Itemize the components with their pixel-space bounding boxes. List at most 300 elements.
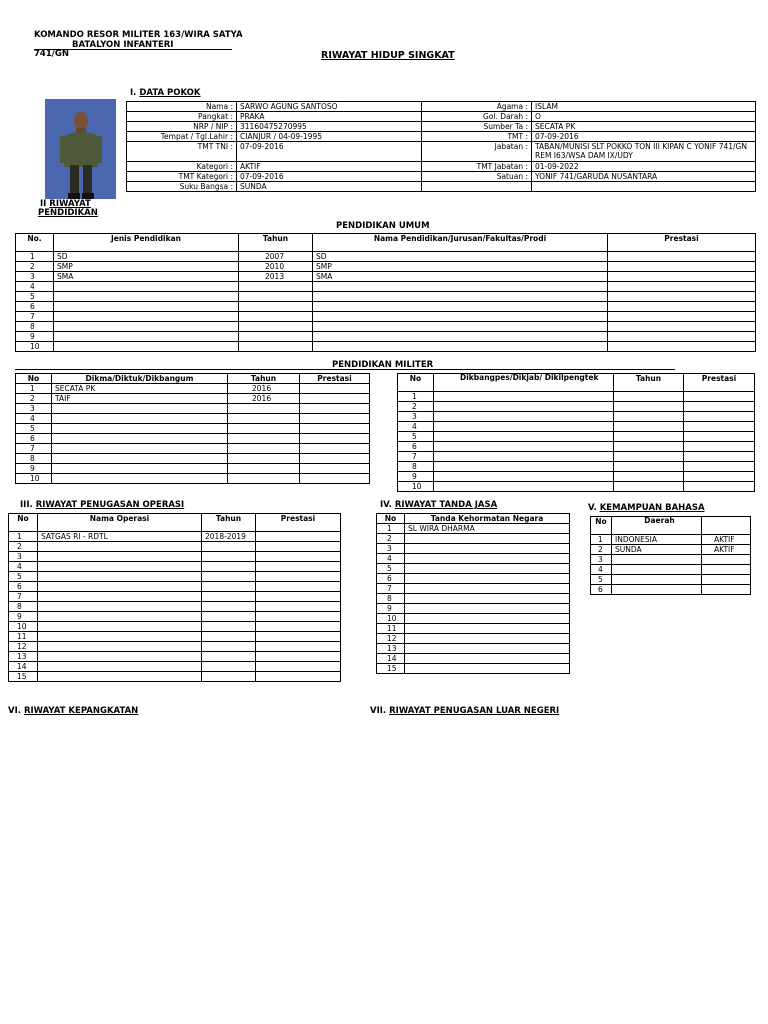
table-cell: SMP [54,262,239,272]
row-number: 4 [16,414,52,424]
table-row [127,182,756,192]
table-cell [38,612,202,622]
battalion-name: BATALYON INFANTERI [72,40,174,50]
table-cell [612,585,702,595]
row-number: 8 [377,594,405,604]
label-jabatan: Jabatan : [422,142,532,162]
table-cell [256,622,341,632]
table-cell [405,654,570,664]
table-cell: SECATA PK [52,384,228,394]
table-cell [202,552,256,562]
table-cell [608,332,756,342]
row-number: 8 [16,454,52,464]
col-dikma: Dikma/Diktuk/Dikbangum [52,374,228,384]
table-row [127,162,756,172]
col-no: No [16,374,52,384]
table-row [9,552,341,562]
table-cell [256,652,341,662]
row-number: 2 [16,394,52,404]
table-cell: INDONESIA [612,535,702,545]
table-cell [684,482,755,492]
section-title: RIWAYAT KEPANGKATAN [23,706,139,716]
label-nrp: NRP / NIP : [127,122,237,132]
table-cell [300,404,370,414]
table-cell [313,332,608,342]
value-empty [532,182,756,192]
table-row [9,632,341,642]
table-cell [608,272,756,282]
table-cell: SMP [313,262,608,272]
label-pangkat: Pangkat : [127,112,237,122]
table-cell [300,464,370,474]
table-row [377,564,570,574]
profile-photo [45,99,116,199]
table-cell [256,592,341,602]
label-satuan: Satuan : [422,172,532,182]
table-cell [684,432,755,442]
row-number: 10 [377,614,405,624]
row-number: 11 [9,632,38,642]
value-tmt: 07-09-2016 [532,132,756,142]
table-cell [434,402,614,412]
section-number: VII. [370,706,387,716]
row-number: 13 [9,652,38,662]
table-cell [405,584,570,594]
table-cell [434,432,614,442]
label-empty [422,182,532,192]
table-cell [228,414,300,424]
table-cell [313,302,608,312]
value-kategori: AKTIF [237,162,422,172]
row-number: 10 [9,622,38,632]
row-number: 9 [398,472,434,482]
table-cell [54,322,239,332]
table-row [398,452,755,462]
table-row [16,474,370,484]
label-gol-darah: Gol. Darah : [422,112,532,122]
table-row [398,462,755,472]
section-data-pokok-heading [130,88,201,98]
row-number: 5 [377,564,405,574]
row-number: 10 [398,482,434,492]
table-cell [608,282,756,292]
section-number: IV. [380,500,392,510]
table-row [398,422,755,432]
table-cell [256,662,341,672]
table-cell [434,472,614,482]
table-row [377,554,570,564]
table-cell [52,454,228,464]
table-cell [202,612,256,622]
table-cell [54,302,239,312]
table-cell [202,602,256,612]
row-number: 3 [16,272,54,282]
table-cell [434,412,614,422]
label-agama: Agama : [422,102,532,112]
table-cell [38,572,202,582]
table-cell [614,422,684,432]
table-cell [38,672,202,682]
table-cell [405,664,570,674]
table-row [127,102,756,112]
table-cell [256,642,341,652]
table-row [398,432,755,442]
table-cell: 2016 [228,384,300,394]
table-cell [202,562,256,572]
table-row [127,172,756,182]
row-number: 4 [398,422,434,432]
row-number: 10 [16,342,54,352]
table-row [9,662,341,672]
row-number: 7 [16,444,52,454]
section-number: VI. [8,706,21,716]
table-row [9,572,341,582]
table-cell [612,565,702,575]
table-row [16,434,370,444]
table-cell [54,312,239,322]
table-cell [313,282,608,292]
row-number: 10 [16,474,52,484]
table-cell [256,602,341,612]
table-cell [608,342,756,352]
col-tanda-kehormatan: Tanda Kehormatan Negara [405,514,570,524]
value-pangkat: PRAKA [237,112,422,122]
row-number: 15 [377,664,405,674]
row-number: 3 [9,552,38,562]
row-number: 4 [377,554,405,564]
value-sumber-ta: SECATA PK [532,122,756,132]
table-row [377,624,570,634]
table-row [16,282,756,292]
table-cell [300,414,370,424]
row-number: 2 [377,534,405,544]
table-cell [52,414,228,424]
table-cell: AKTIF [702,535,751,545]
table-cell [614,412,684,422]
table-cell [684,462,755,472]
table-row [127,132,756,142]
table-cell [405,564,570,574]
section-number: I. [130,88,137,98]
table-row [16,464,370,474]
table-cell: 2018-2019 [202,532,256,542]
table-row [9,602,341,612]
table-row [377,524,570,534]
col-jenis: Jenis Pendidikan [54,234,239,252]
row-number: 4 [591,565,612,575]
table-row [16,332,756,342]
row-number: 9 [377,604,405,614]
table-cell [38,582,202,592]
col-status [702,517,751,535]
table-row [591,555,751,565]
row-number: 3 [591,555,612,565]
table-cell [702,575,751,585]
table-row [16,262,756,272]
table-row [591,565,751,575]
row-number: 2 [398,402,434,412]
table-cell [202,642,256,652]
row-number: 6 [16,434,52,444]
table-cell [256,572,341,582]
table-cell [38,652,202,662]
col-no: No [591,517,612,535]
operasi-table [8,513,341,682]
row-number: 3 [16,404,52,414]
table-cell [313,342,608,352]
row-number: 9 [16,332,54,342]
table-cell [52,444,228,454]
table-header-row [16,234,756,252]
row-number: 1 [16,384,52,394]
table-row [591,575,751,585]
row-number: 5 [16,424,52,434]
table-cell [202,622,256,632]
col-prestasi: Prestasi [684,374,755,392]
section-title: RIWAYAT PENUGASAN OPERASI [35,500,185,510]
table-cell [38,562,202,572]
table-row [9,542,341,552]
row-number: 1 [16,252,54,262]
table-cell [702,565,751,575]
table-row [377,544,570,554]
table-cell [228,474,300,484]
table-cell [614,482,684,492]
table-row [9,582,341,592]
table-row [591,535,751,545]
row-number: 6 [591,585,612,595]
value-nrp: 31160475270995 [237,122,422,132]
table-row [127,112,756,122]
table-cell [684,402,755,412]
table-cell: SATGAS RI - RDTL [38,532,202,542]
table-row [16,454,370,464]
table-row [377,534,570,544]
table-cell [256,612,341,622]
row-number: 2 [16,262,54,272]
table-row [16,342,756,352]
section-title: KEMAMPUAN BAHASA [599,503,705,513]
table-cell [405,624,570,634]
table-row [377,644,570,654]
battalion-code: 741/GN [34,49,69,59]
table-cell: 2010 [239,262,313,272]
table-cell [38,592,202,602]
table-cell [300,434,370,444]
table-cell [614,392,684,402]
table-cell [313,312,608,322]
label-tmt: TMT : [422,132,532,142]
label-kategori: Kategori : [127,162,237,172]
label-nama: Nama : [127,102,237,112]
row-number: 1 [398,392,434,402]
row-number: 5 [16,292,54,302]
table-cell: 2007 [239,252,313,262]
table-row [16,414,370,424]
row-number: 5 [9,572,38,582]
table-cell [52,404,228,414]
table-row [398,482,755,492]
value-tmt-kategori: 07-09-2016 [237,172,422,182]
col-no: No [398,374,434,392]
table-cell [38,552,202,562]
table-row [377,664,570,674]
table-cell [684,452,755,462]
table-cell [614,442,684,452]
row-number: 5 [591,575,612,585]
table-cell [608,312,756,322]
pendidikan-umum-title: PENDIDIKAN UMUM [336,221,430,231]
table-cell [434,462,614,472]
row-number: 6 [9,582,38,592]
table-cell: SD [54,252,239,262]
table-cell [702,555,751,565]
table-row [377,574,570,584]
table-cell [614,472,684,482]
table-cell [54,282,239,292]
table-cell [405,594,570,604]
value-suku: SUNDA [237,182,422,192]
table-row [398,412,755,422]
row-number: 6 [398,442,434,452]
table-cell [54,292,239,302]
table-cell [228,424,300,434]
col-no: No [9,514,38,532]
table-row [377,594,570,604]
row-number: 4 [16,282,54,292]
section-title: DATA POKOK [139,88,201,98]
section-tanda-jasa-heading [380,500,497,510]
table-cell [434,422,614,432]
table-cell [256,632,341,642]
table-row [398,402,755,412]
table-cell [256,532,341,542]
pendidikan-umum-table [15,233,756,352]
row-number: 7 [377,584,405,594]
table-cell [239,342,313,352]
table-cell [405,544,570,554]
value-tmt-jabatan: 01-09-2022 [532,162,756,172]
table-header-row [377,514,570,524]
militer-divider [15,369,675,370]
table-cell [608,302,756,312]
col-tahun: Tahun [202,514,256,532]
row-number: 6 [16,302,54,312]
table-cell [52,434,228,444]
table-row [16,394,370,404]
row-number: 1 [9,532,38,542]
row-number: 1 [377,524,405,534]
table-cell [239,282,313,292]
table-cell [405,614,570,624]
table-cell [300,394,370,404]
row-number: 1 [591,535,612,545]
table-cell [614,402,684,412]
col-nama-operasi: Nama Operasi [38,514,202,532]
table-cell [313,292,608,302]
table-cell [256,582,341,592]
table-cell [608,262,756,272]
table-cell: AKTIF [702,545,751,555]
section-number: II [40,199,47,209]
col-no: No. [16,234,54,252]
table-row [16,424,370,434]
table-header-row [591,517,751,535]
table-cell [38,542,202,552]
table-cell [202,592,256,602]
table-cell [228,454,300,464]
table-row [9,532,341,542]
table-cell [684,472,755,482]
table-row [377,634,570,644]
row-number: 8 [398,462,434,472]
section-kepangkatan-heading [8,706,138,716]
table-cell: SL WIRA DHARMA [405,524,570,534]
table-cell [228,444,300,454]
table-row [377,604,570,614]
table-row [16,252,756,262]
table-row [16,272,756,282]
value-agama: ISLAM [532,102,756,112]
value-satuan: YONIF 741/GARUDA NUSANTARA [532,172,756,182]
table-header-row [398,374,755,392]
table-row [127,142,756,162]
table-cell [614,452,684,462]
col-nama: Nama Pendidikan/Jurusan/Fakultas/Prodi [313,234,608,252]
row-number: 8 [16,322,54,332]
section-luar-negeri-heading [370,706,559,716]
table-cell [228,464,300,474]
section-title: RIWAYAT TANDA JASA [394,500,498,510]
table-row [16,292,756,302]
table-cell [614,432,684,442]
tanda-jasa-table [376,513,570,674]
table-cell: TAIF [52,394,228,404]
table-cell [608,252,756,262]
row-number: 2 [591,545,612,555]
row-number: 11 [377,624,405,634]
table-cell [38,602,202,612]
row-number: 12 [377,634,405,644]
table-cell [202,662,256,672]
label-tmt-kategori: TMT Kategori : [127,172,237,182]
table-row [9,612,341,622]
table-cell [684,392,755,402]
table-cell [300,444,370,454]
value-gol-darah: O [532,112,756,122]
col-prestasi: Prestasi [300,374,370,384]
col-tahun: Tahun [228,374,300,384]
table-cell [52,464,228,474]
table-cell [239,332,313,342]
data-pokok-table [126,101,756,192]
row-number: 14 [9,662,38,672]
table-row [16,322,756,332]
section-number: III. [20,500,33,510]
table-cell [434,452,614,462]
row-number: 15 [9,672,38,682]
row-number: 13 [377,644,405,654]
table-row [398,472,755,482]
table-cell [405,604,570,614]
table-cell [300,384,370,394]
table-row [127,122,756,132]
table-cell [256,562,341,572]
table-cell [202,652,256,662]
table-row [9,672,341,682]
pendidikan-militer-title: PENDIDIKAN MILITER [332,360,434,370]
table-cell [38,642,202,652]
